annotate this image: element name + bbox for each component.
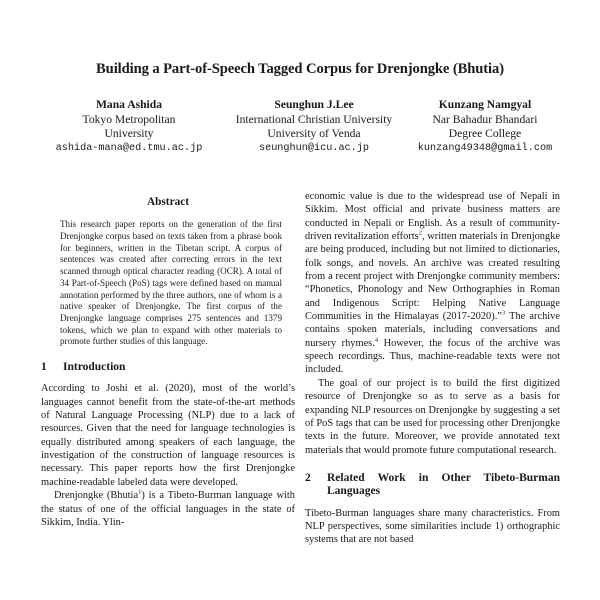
footnote-marker[interactable]: 2 — [418, 229, 422, 237]
author-affiliation: International Christian University — [235, 112, 393, 126]
abstract-text: This research paper reports on the generation of the first Drenjongke corpus based on texts taken from a phrase book for beginners, written in the Tibetan script. A corpus of sentences was created after correcting errors in the text scanned through optical character reading (OCR). A total of 34 Part-of-Speech (PoS) tags were defined based on manual annotation performed by the three authors, one of whom is a native speaker of Drenjongke. The first corpus of the Drenjongke language comprises 275 sentences and 1379 tokens, which we plan to expand with other materials to promote further studies of this language. — [60, 219, 282, 347]
author-affiliation: Tokyo Metropolitan — [82, 112, 176, 126]
author-affiliation: Nar Bahadur Bhandari — [432, 112, 538, 126]
left-column — [41, 196, 295, 529]
footnote-marker[interactable]: 1 — [138, 488, 142, 496]
author-email: kunzang49348@gmail.com — [417, 142, 553, 154]
footnote-marker[interactable]: 3 — [501, 309, 506, 317]
author-name: Mana Ashida — [95, 98, 163, 111]
section-heading-introduction — [41, 361, 295, 374]
author-3 — [410, 98, 560, 156]
paragraph: The goal of our project is to build the first digitized resource of Drenjongke so as to serve as a basis for expanding NLP resources on Drenjongke by suggesting a set of PoS tags that can be used for processing other Drenjongke texts in the future. Moreover, we provide annotated text materials that would promote future computational research. — [305, 377, 560, 456]
text-run: economic value is due to the widespread use of Nepali in Sikkim. Most official and private business matters are conducted in Nepali or English. As a result of community-driven revitalization efforts — [305, 191, 560, 243]
author-affiliation: Degree College — [448, 127, 522, 140]
section-heading-related-work — [305, 472, 560, 499]
text-run: , written materials in Drenjongke are being produced, including but not limited to dictionaries, folk songs, and novels. An archive was created resulting from a recent project with Drenjongke community members: “Phonetics, Phonology and New Orthographies in Roman and Indigenous Script: Helping Native Language Communities in the Himalayas (2017-2020).” — [305, 231, 560, 323]
paragraph: According to Joshi et al. (2020), most of the world’s languages cannot benefit from the state-of-the-art methods of Natural Language Processing (NLP) due to a lack of resources. Given that the need for language technologies is equally distributed among speakers of each language, the investigation of the construction of language resources is necessary. This paper reports how the first Drenjongke machine-readable labeled data were developed. — [41, 383, 295, 488]
section-title: Related Work in Other Tibeto-Burman Languages — [327, 471, 560, 498]
paragraph — [41, 489, 295, 529]
section-number: 1 — [41, 361, 47, 374]
author-block — [40, 98, 560, 156]
author-name: Seunghun J.Lee — [274, 98, 354, 111]
right-column — [305, 190, 560, 547]
abstract-heading: Abstract — [146, 196, 190, 208]
author-1 — [40, 98, 218, 156]
author-affiliation: University — [104, 127, 154, 140]
author-email: seunghun@icu.ac.jp — [258, 142, 370, 154]
paragraph: Tibeto-Burman languages share many characteristics. From NLP perspectives, some similarities include 1) orthographic systems that are not based — [305, 507, 560, 546]
section-number: 2 — [305, 471, 311, 484]
author-2 — [220, 98, 408, 156]
text-run: Drenjongke (Bhutia — [54, 490, 139, 502]
text-run: However, the focus of the archive was speech recordings. Thus, machine-readable texts were not included. — [305, 337, 561, 376]
footnote-marker[interactable]: 4 — [374, 336, 379, 344]
author-name: Kunzang Namgyal — [438, 98, 532, 111]
section-title: Introduction — [63, 361, 126, 374]
text-run: The archive contains spoken materials, including conversations and nursery rhymes. — [305, 311, 560, 349]
author-email: ashida-mana@ed.tmu.ac.jp — [55, 142, 203, 154]
paper-title: Building a Part-of-Speech Tagged Corpus for Drenjongke (Bhutia) — [96, 61, 504, 77]
author-affiliation: University of Venda — [267, 127, 361, 140]
text-run: ) is a Tibeto-Burman language with the status of one of the official languages in the state of Sikkim, India. Ylin- — [41, 490, 295, 528]
paragraph — [305, 190, 560, 377]
